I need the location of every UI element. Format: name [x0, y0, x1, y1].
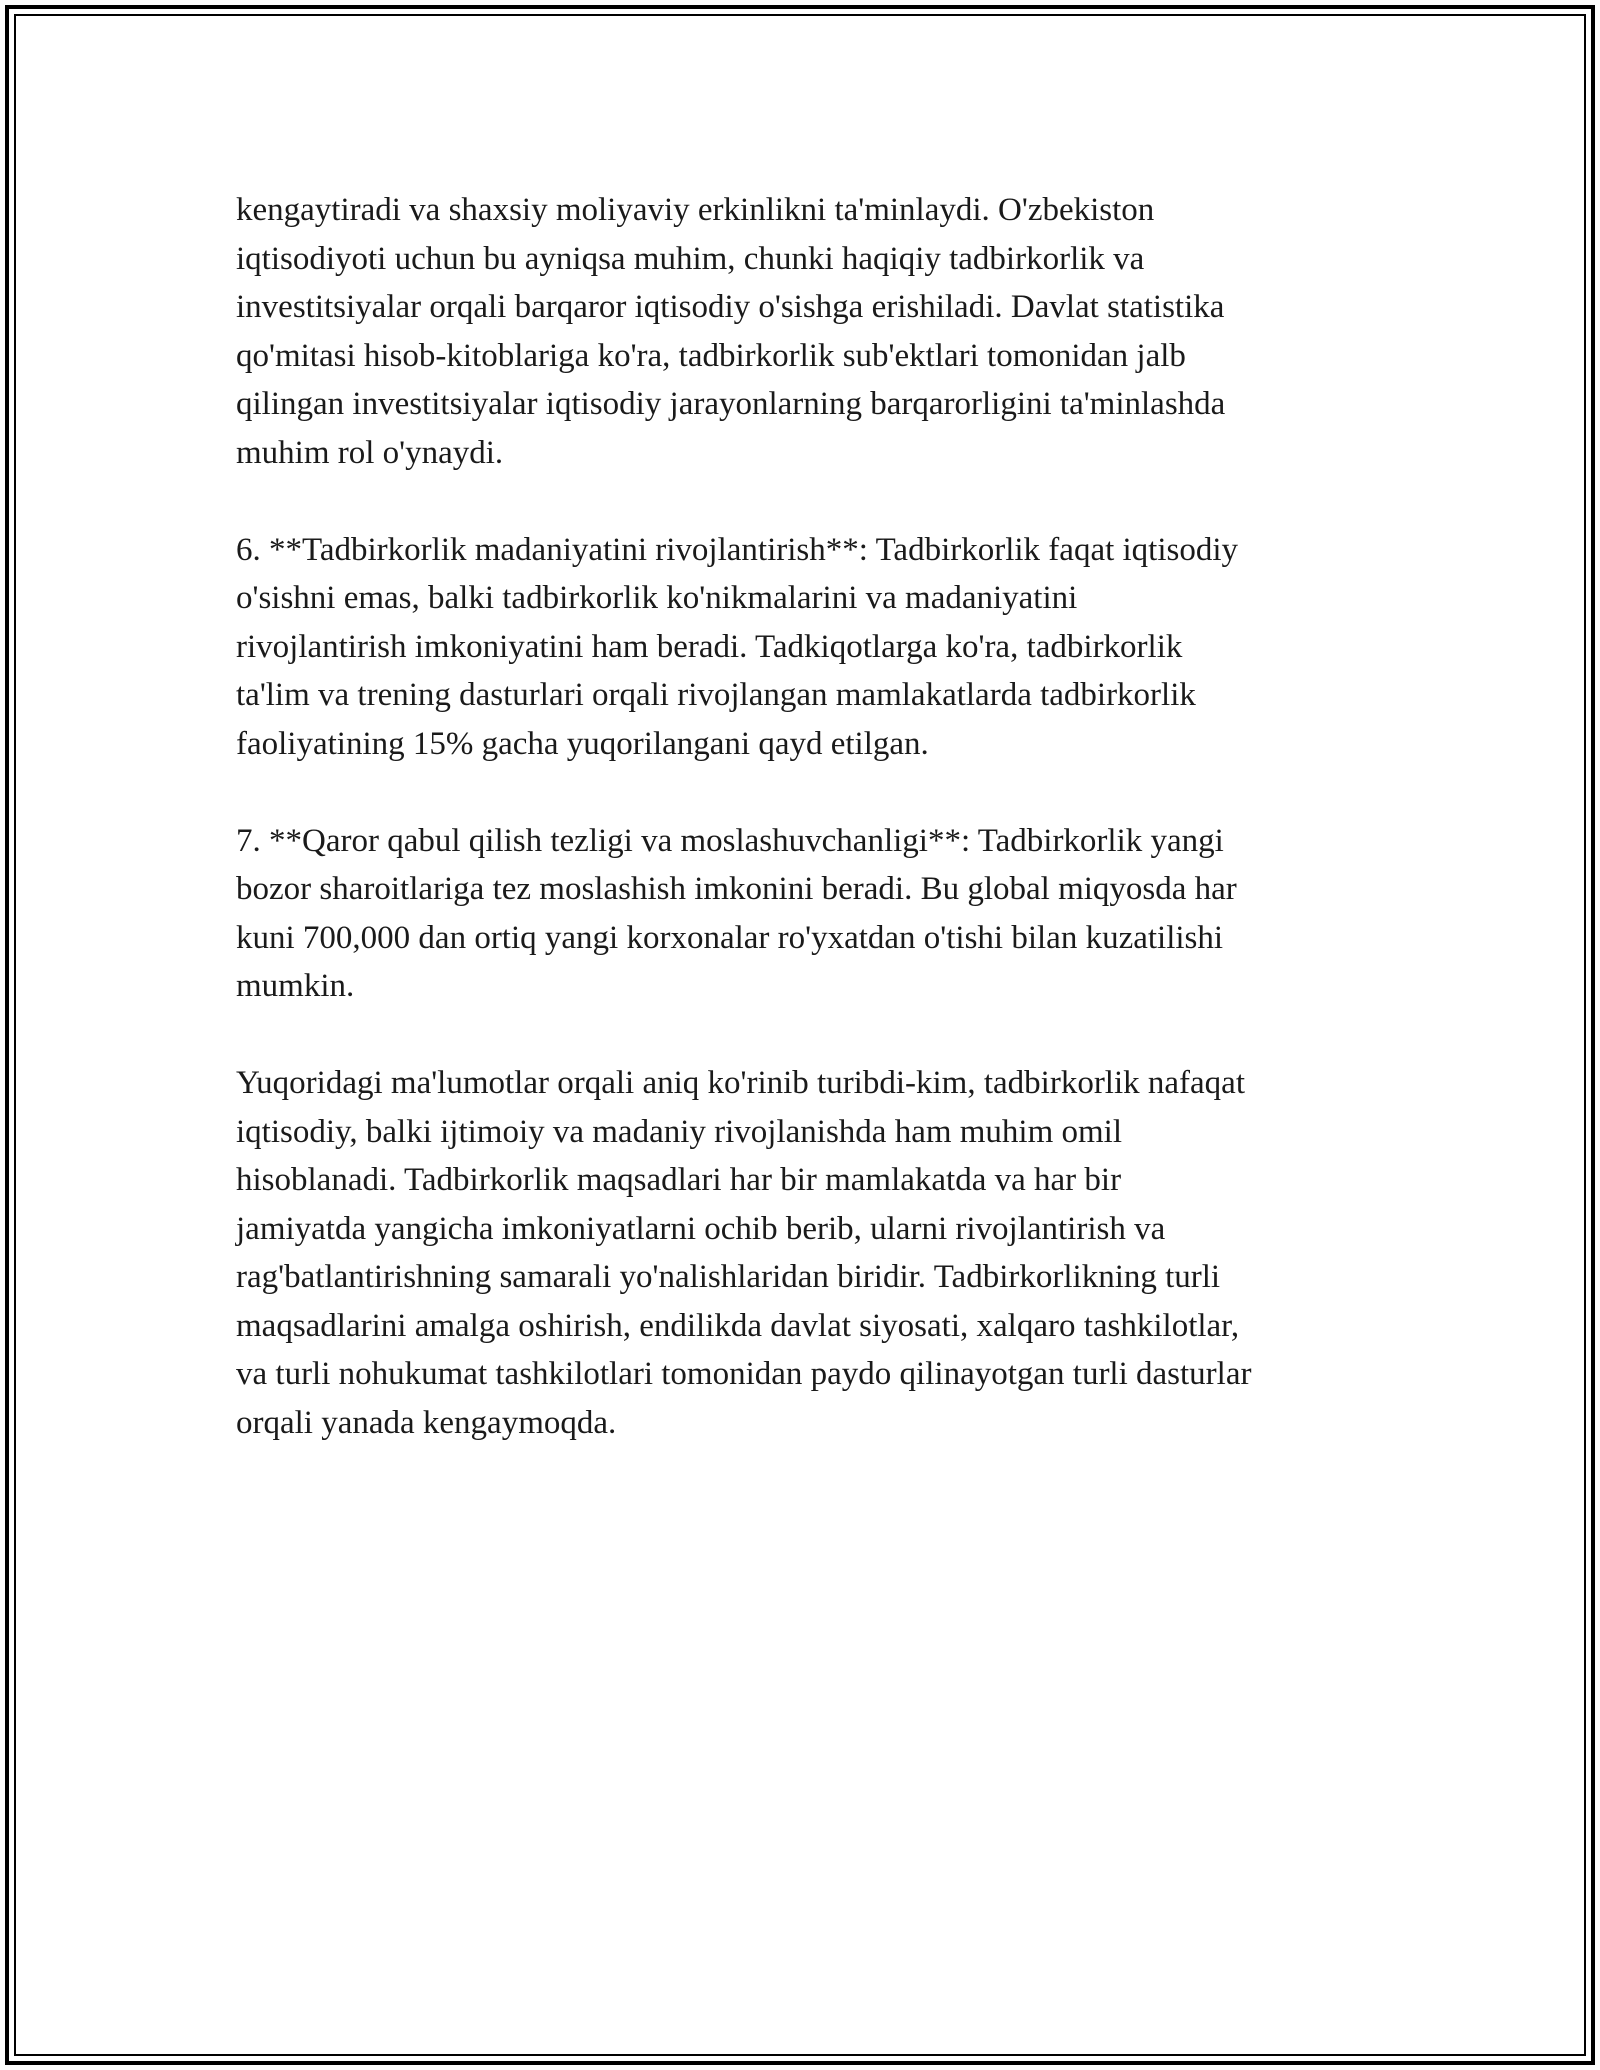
paragraph-conclusion: Yuqoridagi ma'lumotlar orqali aniq ko'rinib turibdi-kim, tadbirkorlik nafaqat iqtisodiy, balki ijtimoiy va madaniy rivojlanishda ham muhim omil hisoblanadi. Tadbirkorlik maqsadlari har bir mamlakatda va har bir jamiyatda yangicha imkoniyatlarni ochib berib, ularni rivojlantirish va rag'batlantirishning samarali yo'nalishlaridan biridir. Tadbirkorlikning turli maqsadlarini amalga oshirish, endilikda davlat siyosati, xalqaro tashkilotlar, va turli nohukumat tashkilotlari tomonidan paydo qilinayotgan turli dasturlar orqali yanada kengaymoqda.: [236, 1065, 1252, 1441]
paragraph-entrepreneurship-culture: 6. **Tadbirkorlik madaniyatini rivojlantirish**: Tadbirkorlik faqat iqtisodiy o'sishni emas, balki tadbirkorlik ko'nikmalarini va madaniyatini rivojlantirish imkoniyatini ham beradi. Tadkiqotlarga ko'ra, tadbirkorlik ta'lim va trening dasturlari orqali rivojlangan mamlakatlarda tadbirkorlik faoliyatining 15% gacha yuqorilangani qayd etilgan.: [236, 531, 1239, 762]
document-body: [236, 186, 1386, 1447]
paragraph-economic-freedom: kengaytiradi va shaxsiy moliyaviy erkinlikni ta'minlaydi. O'zbekiston iqtisodiyoti uchun bu ayniqsa muhim, chunki haqiqiy tadbirkorlik va investitsiyalar orqali barqaror iqtisodiy o'sishga erishiladi. Davlat statistika qo'mitasi hisob-kitoblariga ko'ra, tadbirkorlik sub'ektlari tomonidan jalb qilingan investitsiyalar iqtisodiy jarayonlarning barqarorligini ta'minlashda muhim rol o'ynaydi.: [236, 192, 1226, 471]
paragraph-decision-speed: 7. **Qaror qabul qilish tezligi va moslashuvchanligi**: Tadbirkorlik yangi bozor sharoitlariga tez moslashish imkonini beradi. Bu global miqyosda har kuni 700,000 dan ortiq yangi korxonalar ro'yxatdan o'tishi bilan kuzatilishi mumkin.: [236, 822, 1237, 1004]
